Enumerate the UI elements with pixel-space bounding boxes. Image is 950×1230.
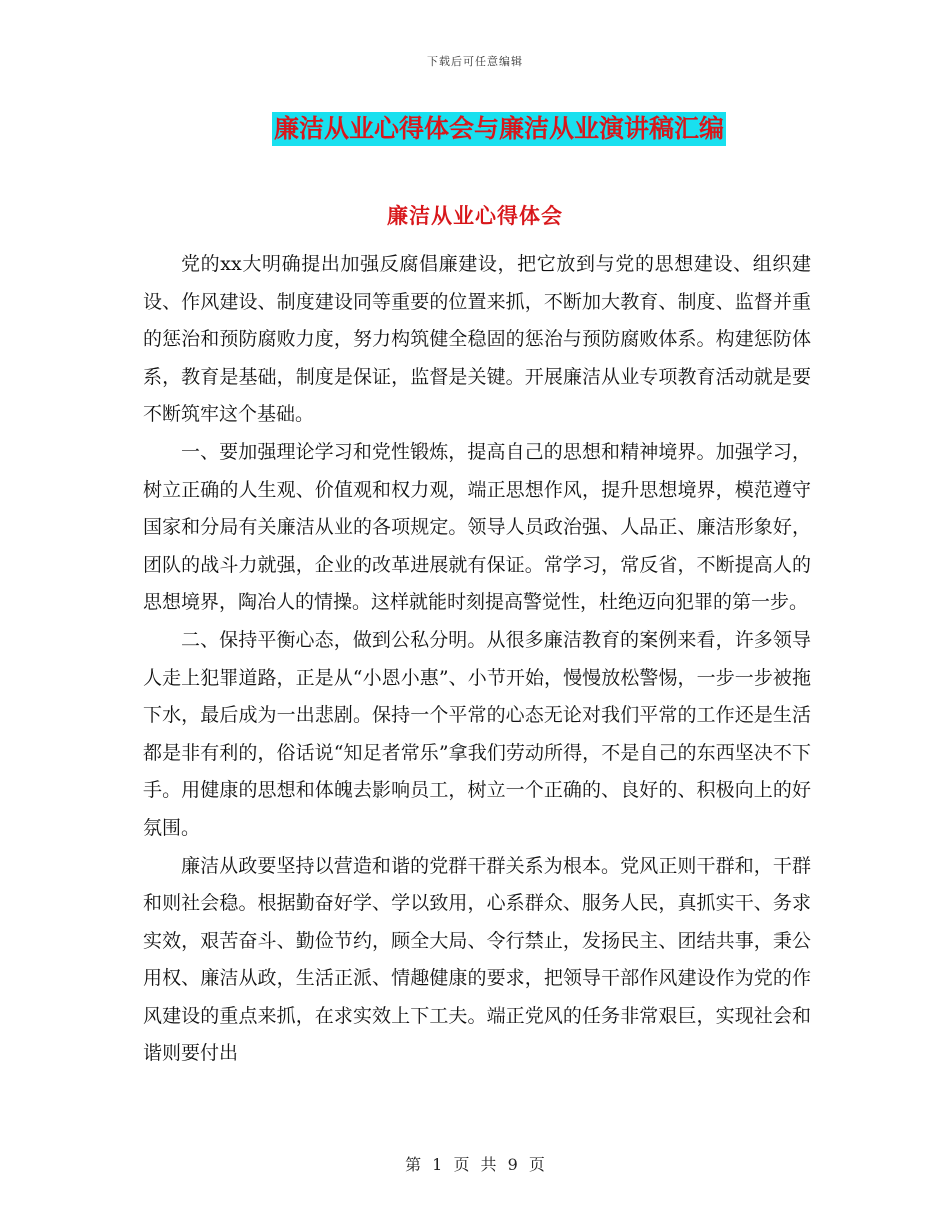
paragraph-2: 一、要加强理论学习和党性锻炼，提高自己的思想和精神境界。加强学习，树立正确的人生观、价值观和权力观，端正思想作风，提升思想境界，模范遵守国家和分局有关廉洁从业的各项规定。领导人员政治强、人品正、廉洁形象好，团队的战斗力就强，企业的改革进展就有保证。常学习，常反省，不断提高人的思想境界，陶冶人的情操。这样就能时刻提高警觉性，杜绝迈向犯罪的第一步。 [143, 440, 811, 614]
header-note: 下载后可任意编辑 [427, 55, 523, 68]
paragraph-1: 党的xx大明确提出加强反腐倡廉建设，把它放到与党的思想建设、组织建设、作风建设、制度建设同等重要的位置来抓，不断加大教育、制度、监督并重的惩治和预防腐败力度，努力构筑健全稳固的惩治与预防腐败体系。构建惩防体系，教育是基础，制度是保证，监督是关键。开展廉洁从业专项教育活动就是要不断筑牢这个基础。 [143, 253, 811, 426]
paragraph-3: 二、保持平衡心态，做到公私分明。从很多廉洁教育的案例来看，许多领导人走上犯罪道路，正是从“小恩小惠”、小节开始，慢慢放松警惕，一步一步被拖下水，最后成为一出悲剧。保持一个平常的心态无论对我们平常的工作还是生活都是非有利的，俗话说“知足者常乐”拿我们劳动所得，不是自己的东西坚决不下手。用健康的思想和体魄去影响员工，树立一个正确的、良好的、积极向上的好氛围。 [143, 628, 811, 839]
paragraph-4: 廉洁从政要坚持以营造和谐的党群干群关系为根本。党风正则干群和，干群和则社会稳。根据勤奋好学、学以致用，心系群众、服务人民，真抓实干、务求实效，艰苦奋斗、勤俭节约，顾全大局、令行禁止，发扬民主、团结共事，秉公用权、廉洁从政，生活正派、情趣健康的要求，把领导干部作风建设作为党的作风建设的重点来抓，在求实效上下工夫。端正党风的任务非常艰巨，实现社会和谐则要付出 [143, 854, 811, 1065]
document-title [0, 112, 950, 146]
page-footer: 第 1 页 共 9 页 [405, 1155, 545, 1174]
body-text [143, 246, 811, 1073]
document-title-text: 廉洁从业心得体会与廉洁从业演讲稿汇编 [272, 112, 726, 146]
section-title: 廉洁从业心得体会 [387, 203, 563, 228]
